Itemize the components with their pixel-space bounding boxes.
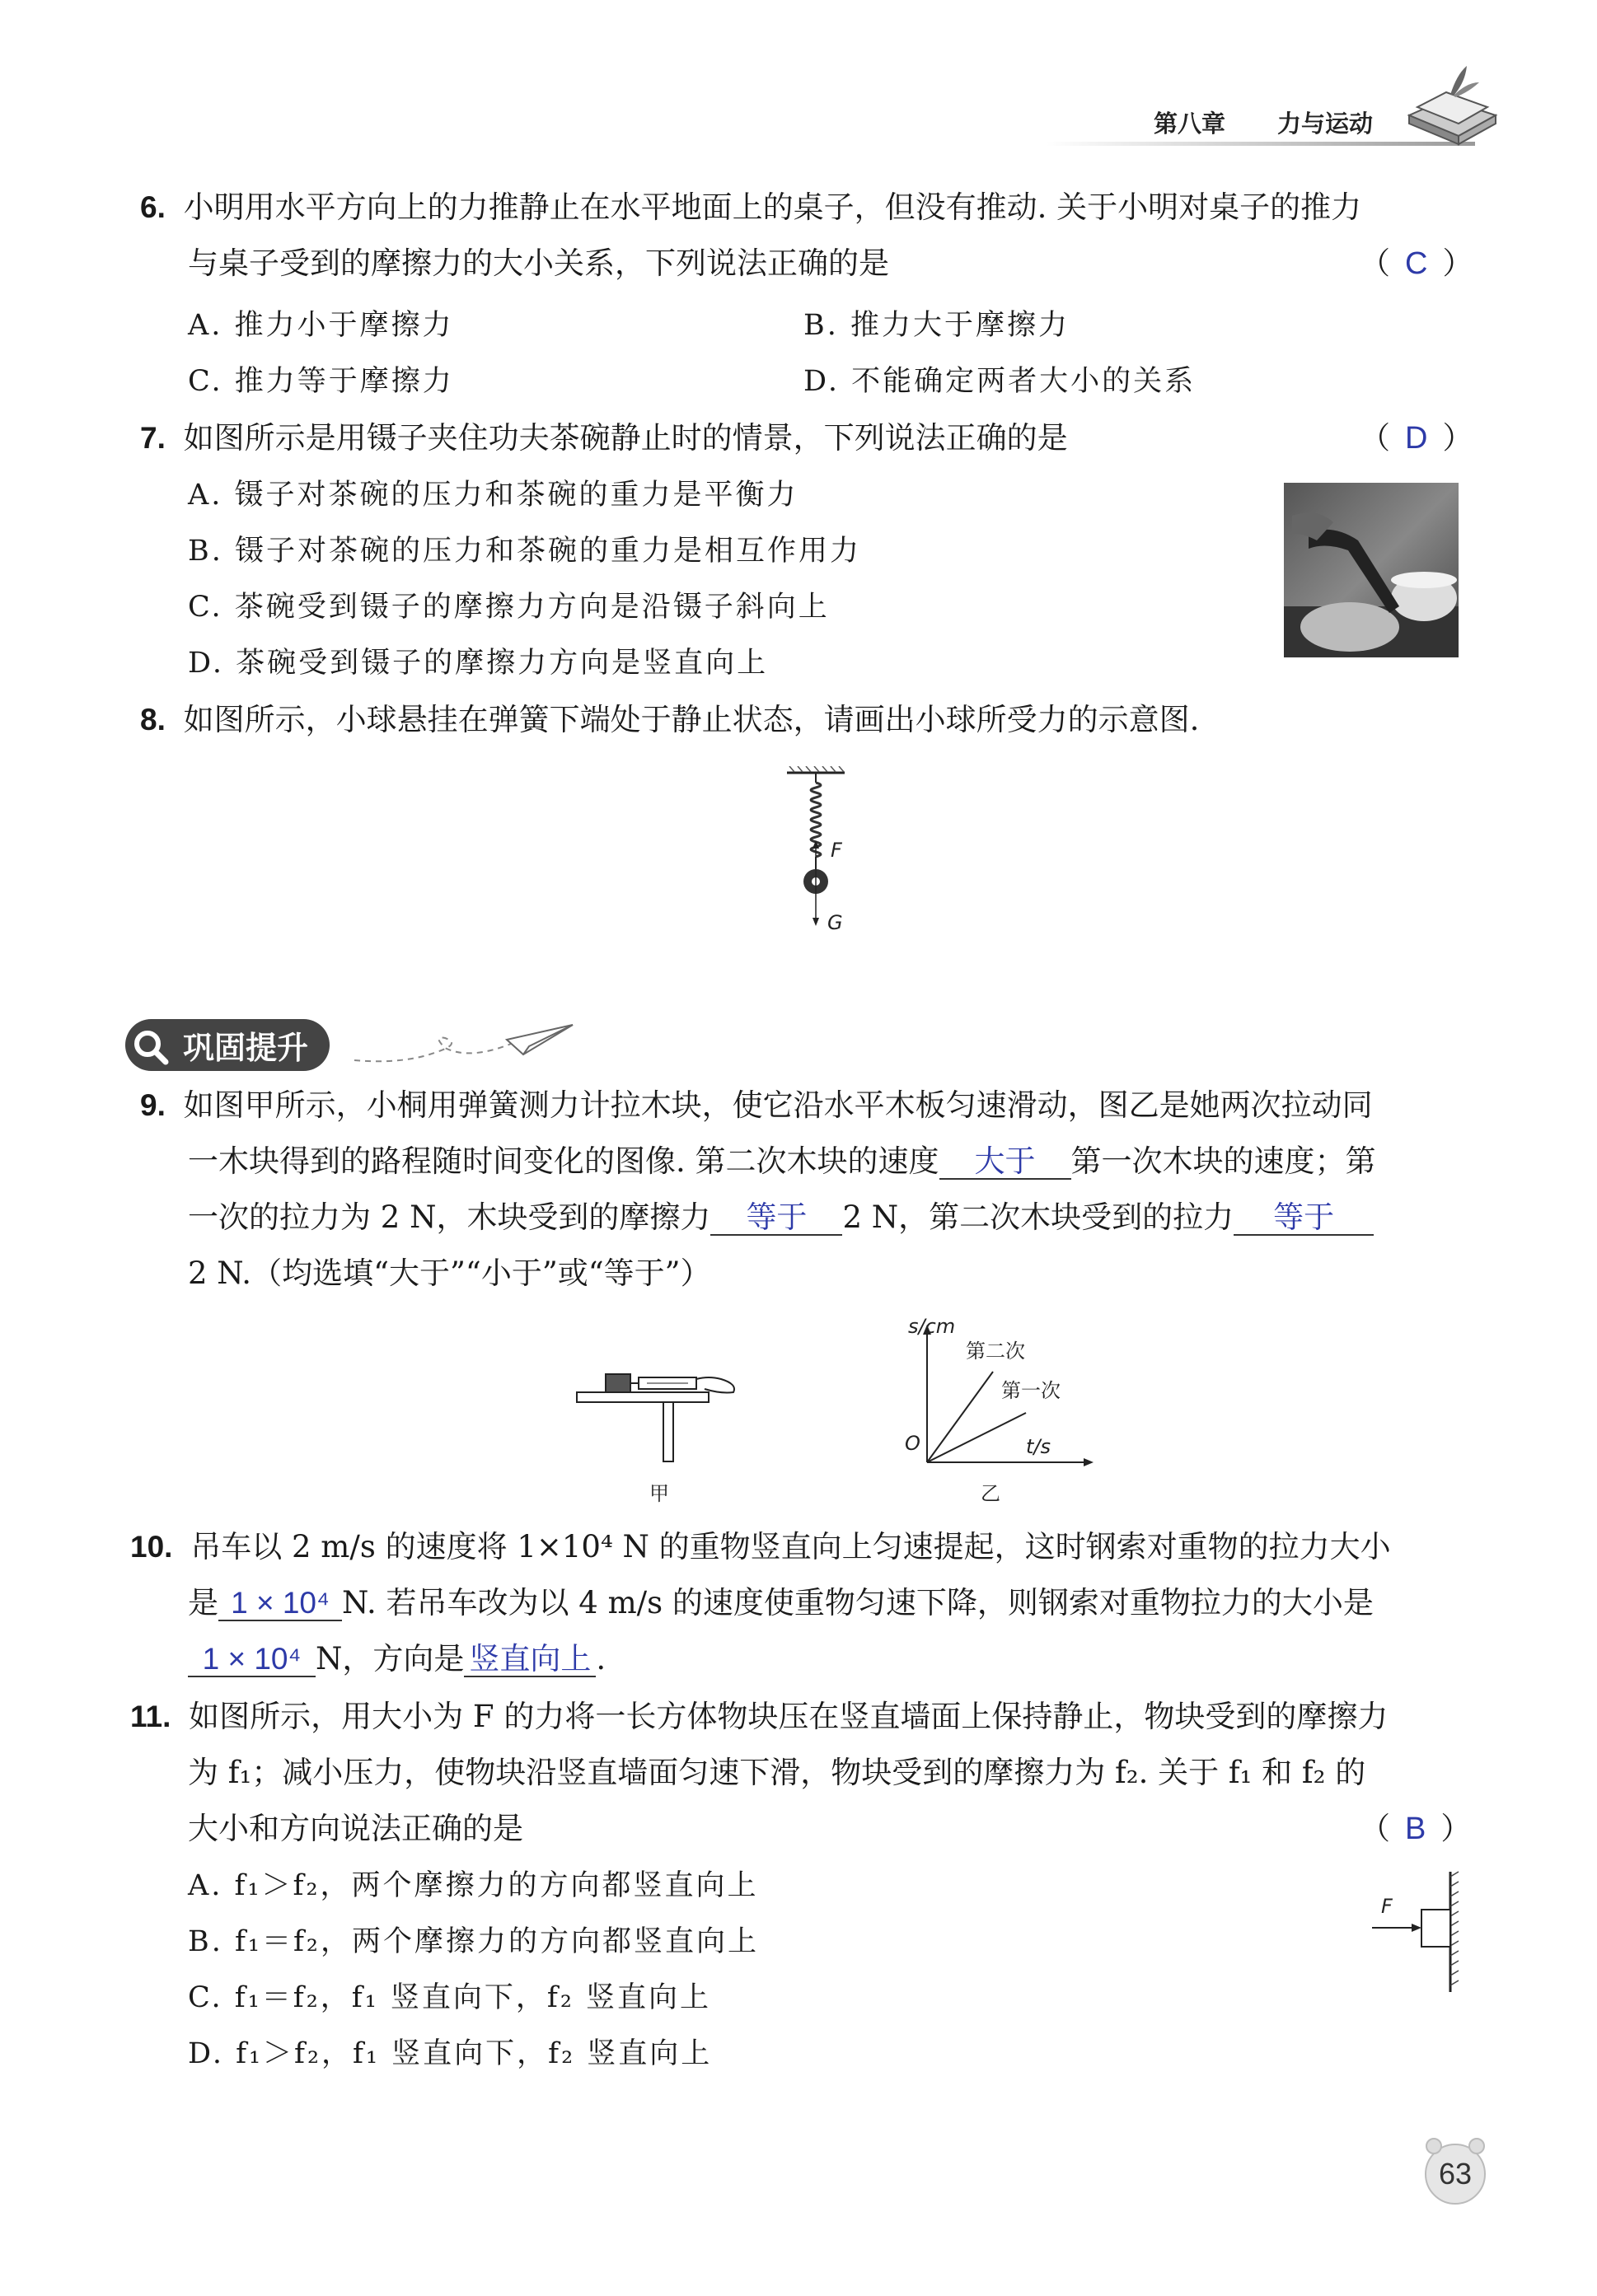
q9-line2 xyxy=(188,1142,1376,1181)
q10-number: 10. xyxy=(130,1530,173,1564)
q6-option-a: A. 推力小于摩擦力 xyxy=(188,309,454,342)
q10-blank3: 竖直向上 xyxy=(464,1643,596,1677)
q6-answer-paren: （ C ） xyxy=(1360,245,1473,281)
q9-fig-jia-table-block xyxy=(573,1359,746,1466)
paper-plane-icon xyxy=(354,1015,577,1073)
q6-answer: C xyxy=(1405,246,1428,281)
q9-graph-xlabel: t/s xyxy=(1026,1435,1051,1458)
q10-line1 xyxy=(130,1527,1391,1567)
chapter-number: 第八章 xyxy=(1154,111,1226,138)
q9-text3a: 一次的拉力为 2 N，木块受到的摩擦力 xyxy=(188,1199,711,1235)
q9-graph-ylabel: s/cm xyxy=(908,1315,956,1338)
books-icon xyxy=(1401,58,1500,148)
section-title: 巩固提升 xyxy=(125,1019,330,1071)
q11-text1: 如图所示，用大小为 F 的力将一长方体物块压在竖直墙面上保持静止，物块受到的摩擦力 xyxy=(189,1699,1389,1734)
q9-text1: 如图甲所示，小桐用弹簧测力计拉木块，使它沿水平木板匀速滑动，图乙是她两次拉动同 xyxy=(183,1087,1373,1123)
q6-option-c: C. 推力等于摩擦力 xyxy=(188,365,454,398)
q11-option-d: D. f₁＞f₂，f₁ 竖直向下，f₂ 竖直向上 xyxy=(188,2037,713,2070)
q7-option-c: C. 茶碗受到镊子的摩擦力方向是沿镊子斜向上 xyxy=(188,591,830,624)
q11-number: 11. xyxy=(130,1700,171,1733)
q8-number: 8. xyxy=(140,703,166,736)
q9-text4: 2 N.（均选填“大于”“小于”或“等于”） xyxy=(188,1256,711,1291)
q10-line3 xyxy=(188,1639,606,1679)
q7-answer: D xyxy=(1405,421,1428,456)
q11-line3 xyxy=(188,1809,523,1849)
q10-blank2: 1 × 10⁴ xyxy=(188,1643,316,1677)
q7-option-b: B. 镊子对茶碗的压力和茶碗的重力是相互作用力 xyxy=(188,535,861,568)
q8-label-g: G xyxy=(827,911,843,934)
q9-line4 xyxy=(188,1254,711,1293)
q11-option-c: C. f₁＝f₂，f₁ 竖直向下，f₂ 竖直向上 xyxy=(188,1981,711,2014)
spring-ball-diagram xyxy=(775,766,865,939)
q8-line1 xyxy=(140,700,1199,740)
q11-wall-block-diagram xyxy=(1368,1870,1467,1994)
q9-line3 xyxy=(188,1198,1374,1237)
q10-blank1: 1 × 10⁴ xyxy=(218,1587,342,1621)
q11-answer: B xyxy=(1405,1812,1426,1846)
q11-line1 xyxy=(130,1697,1388,1737)
q6-option-d: D. 不能确定两者大小的关系 xyxy=(803,365,1197,398)
q11-answer-paren: （ B ） xyxy=(1360,1811,1472,1846)
q7-option-a: A. 镊子对茶碗的压力和茶碗的重力是平衡力 xyxy=(188,479,798,512)
q9-text3b: 2 N，第二次木块受到的拉力 xyxy=(842,1199,1234,1235)
q10-text2a: 是 xyxy=(188,1585,218,1620)
q9-blank2: 等于 xyxy=(710,1201,842,1236)
q10-text3a: N，方向是 xyxy=(316,1641,465,1676)
q8-label-f: F xyxy=(831,839,842,862)
q6-text1: 小明用水平方向上的力推静止在水平地面上的桌子，但没有推动. 关于小明对桌子的推力 xyxy=(183,189,1362,225)
q11-text2: 为 f₁；减小压力，使物块沿竖直墙面匀速下滑，物块受到的摩擦力为 f₂. 关于 f₁ 和 f₂ 的 xyxy=(188,1755,1366,1790)
q6-line1 xyxy=(140,188,1361,227)
q10-text1: 吊车以 2 m/s 的速度将 1×10⁴ N 的重物竖直向上匀速提起，这时钢索对重物的拉力大小 xyxy=(190,1529,1391,1564)
q10-line2 xyxy=(188,1583,1374,1623)
magnifier-icon xyxy=(132,1028,170,1066)
q9-label-yi: 乙 xyxy=(981,1482,1000,1505)
q8-text1: 如图所示，小球悬挂在弹簧下端处于静止状态，请画出小球所受力的示意图. xyxy=(183,702,1200,737)
q9-line1 xyxy=(140,1086,1373,1125)
chapter-title: 力与运动 xyxy=(1277,111,1374,138)
q6-text2: 与桌子受到的摩擦力的大小关系，下列说法正确的是 xyxy=(188,245,889,281)
q9-blank1: 大于 xyxy=(939,1145,1071,1180)
q9-graph-origin: O xyxy=(905,1432,920,1455)
q6-number: 6. xyxy=(140,190,166,224)
q7-answer-paren: （ D ） xyxy=(1360,420,1473,456)
q7-number: 7. xyxy=(140,421,166,455)
q9-number: 9. xyxy=(140,1088,166,1122)
q11-label-f: F xyxy=(1381,1895,1393,1918)
q9-text2a: 一木块得到的路程随时间变化的图像. 第二次木块的速度 xyxy=(188,1143,939,1179)
q9-graph-series2: 第二次 xyxy=(966,1340,1025,1363)
q7-line1 xyxy=(140,419,1068,458)
q11-text3: 大小和方向说法正确的是 xyxy=(188,1811,523,1846)
q7-option-d: D. 茶碗受到镊子的摩擦力方向是竖直向上 xyxy=(188,647,769,680)
q11-line2 xyxy=(188,1753,1365,1793)
q6-option-b: B. 推力大于摩擦力 xyxy=(803,309,1070,342)
q9-label-jia: 甲 xyxy=(649,1482,669,1505)
q11-option-b: B. f₁＝f₂，两个摩擦力的方向都竖直向上 xyxy=(188,1925,759,1958)
q10-text3b: . xyxy=(596,1641,606,1676)
page-number: 63 xyxy=(1438,2157,1473,2191)
q10-text2b: N. 若吊车改为以 4 m/s 的速度使重物匀速下降，则钢索对重物拉力的大小是 xyxy=(342,1585,1374,1620)
q7-text1: 如图所示是用镊子夹住功夫茶碗静止时的情景，下列说法正确的是 xyxy=(183,420,1068,456)
q6-line2 xyxy=(188,244,889,283)
q11-option-a: A. f₁＞f₂，两个摩擦力的方向都竖直向上 xyxy=(188,1869,759,1902)
q9-text2b: 第一次木块的速度；第 xyxy=(1070,1143,1376,1179)
q9-graph-series1: 第一次 xyxy=(1001,1379,1061,1402)
tweezers-teacup-photo xyxy=(1284,483,1459,657)
q9-blank3: 等于 xyxy=(1234,1201,1374,1236)
